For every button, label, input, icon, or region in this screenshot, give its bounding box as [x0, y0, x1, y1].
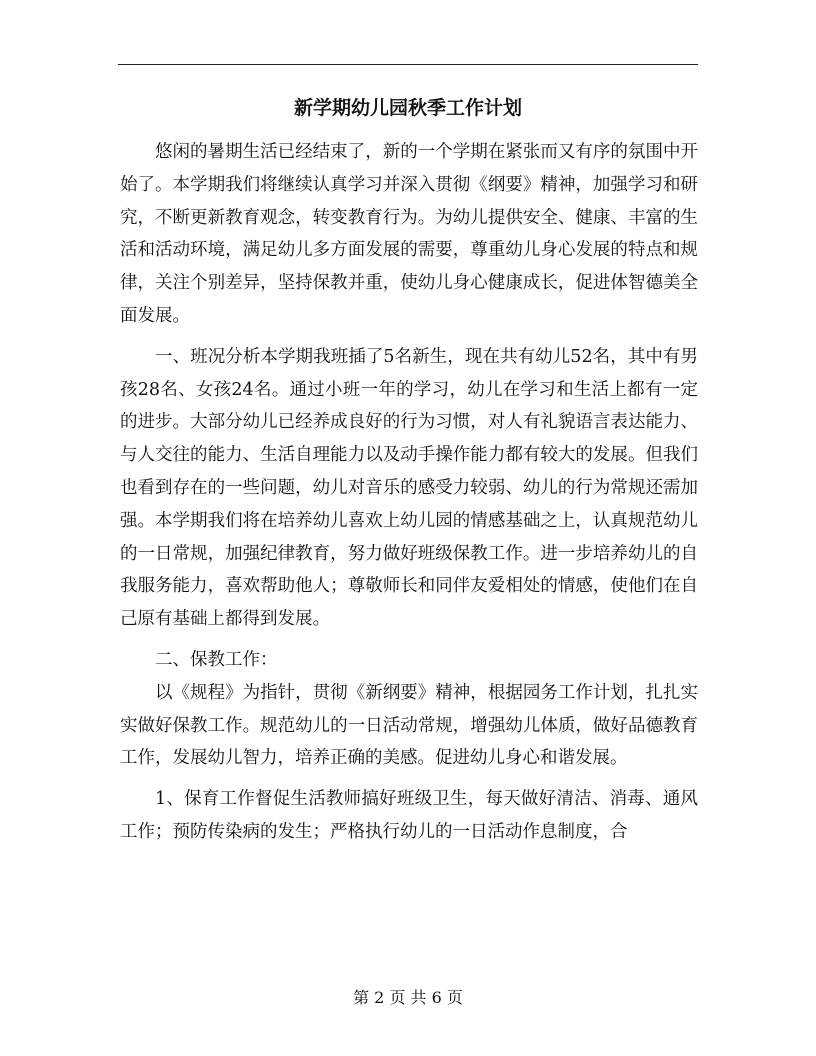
page-number: 第 2 页 共 6 页	[353, 988, 463, 1007]
paragraph-class-analysis: 一、班况分析本学期我班插了5名新生，现在共有幼儿52名，其中有男孩28名、女孩24名。通过小班一年的学习，幼儿在学习和生活上都有一定的进步。大部分幼儿已经养成良好的行为习惯，对人有礼貌语言表达能力、与人交往的能力、生活自理能力以及动手操作能力都有较大的发展。但我们也看到存在的一些问题，幼儿对音乐的感受力较弱、幼儿的行为常规还需加强。本学期我们将在培养幼儿喜欢上幼儿园的情感基础之上，认真规范幼儿的一日常规，加强纪律教育，努力做好班级保教工作。进一步培养幼儿的自我服务能力，喜欢帮助他人；尊敬师长和同伴友爱相处的情感，使他们在自己原有基础上都得到发展。	[120, 346, 698, 630]
paragraph-intro: 悠闲的暑期生活已经结束了，新的一个学期在紧张而又有序的氛围中开始了。本学期我们将继续认真学习并深入贯彻《纲要》精神，加强学习和研究，不断更新教育观念，转变教育行为。为幼儿提供安全、健康、丰富的生活和活动环境，满足幼儿多方面发展的需要，尊重幼儿身心发展的特点和规律，关注个别差异，坚持保教并重，使幼儿身心健康成长，促进体智德美全面发展。	[120, 142, 698, 326]
paragraph-care-education: 以《规程》为指针，贯彻《新纲要》精神，根据园务工作计划，扎扎实实做好保教工作。规范幼儿的一日活动常规，增强幼儿体质，做好品德教育工作，发展幼儿智力，培养正确的美感。促进幼儿身心和谐发展。	[120, 682, 698, 769]
document-title: 新学期幼儿园秋季工作计划	[293, 97, 522, 119]
paragraph-care-work: 1、保育工作督促生活教师搞好班级卫生，每天做好清洁、消毒、通风工作；预防传染病的发生；严格执行幼儿的一日活动作息制度，合	[120, 789, 698, 842]
document-body	[120, 136, 698, 849]
paragraph-section-heading: 二、保教工作：	[155, 649, 278, 670]
header-rule	[118, 64, 698, 65]
